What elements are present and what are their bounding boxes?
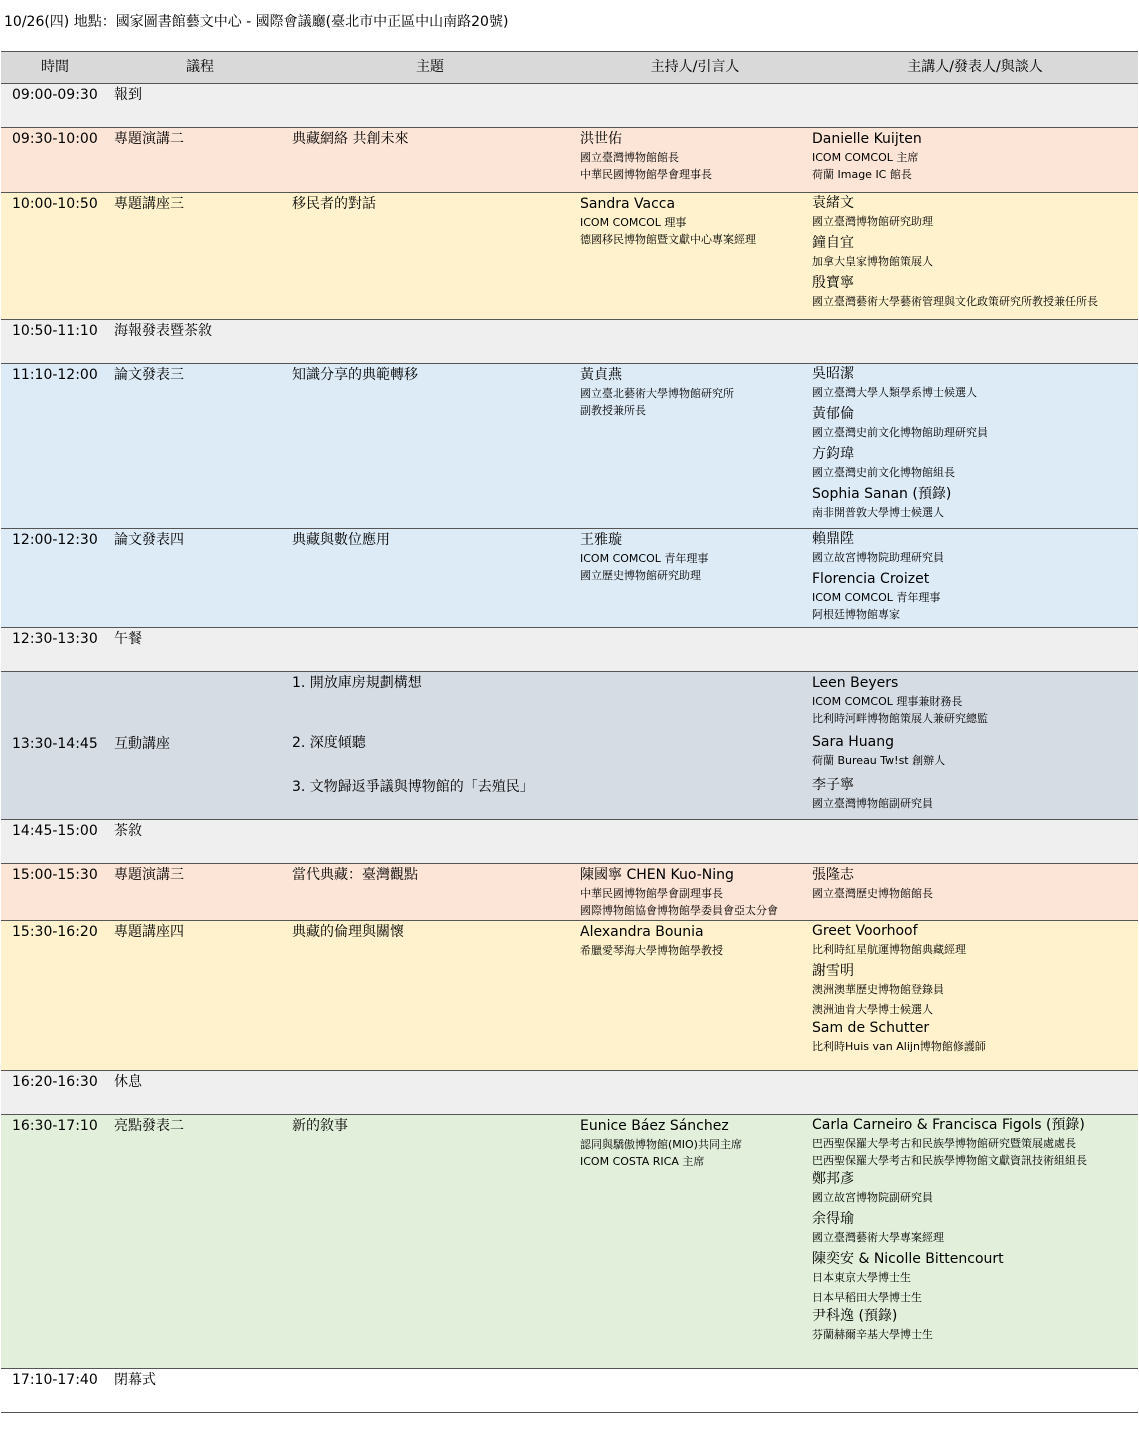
- col-host: 主持人/引言人: [650, 59, 740, 75]
- speaker-affiliation: 國立臺灣博物館副研究員: [812, 797, 933, 810]
- speaker-affiliation: 國立故宮博物院助理研究員: [812, 551, 944, 564]
- speaker-affiliation: ICOM COMCOL 青年理事: [812, 591, 941, 604]
- speaker-affiliation: 澳洲迪肯大學博士候選人: [812, 1003, 933, 1016]
- row-rest: [1, 1071, 1138, 1115]
- speaker-affiliation: 芬蘭赫爾辛基大學博士生: [812, 1328, 933, 1341]
- speaker-affiliation: 巴西聖保羅大學考古和民族學博物館研究暨策展處處長: [812, 1137, 1076, 1150]
- row-tea: [1, 820, 1138, 864]
- host-affiliation: 希臘愛琴海大學博物館學教授: [580, 944, 723, 957]
- row-panel-3: [1, 193, 1138, 320]
- speaker-name: Sara Huang: [812, 734, 894, 750]
- speaker-name: 陳奕安 & Nicolle Bittencourt: [812, 1251, 1004, 1267]
- row-time: 16:30-17:10: [12, 1118, 98, 1134]
- host-affiliation: 認同與驕傲博物館(MIO)共同主席: [580, 1138, 742, 1151]
- speaker-name: Greet Voorhoof: [812, 923, 918, 939]
- row-session: 閉幕式: [114, 1372, 156, 1388]
- host-block: [580, 530, 708, 584]
- speaker-affiliation: 國立臺灣史前文化博物館助理研究員: [812, 426, 988, 439]
- host-block: [580, 922, 723, 959]
- speaker-name: 方鈞瑋: [812, 446, 854, 462]
- speaker-affiliation: ICOM COMCOL 理事兼財務長: [812, 695, 963, 708]
- speaker-name: 尹科逸 (預錄): [812, 1308, 898, 1324]
- row-session: 休息: [114, 1074, 142, 1090]
- row-session: 專題講座四: [114, 924, 184, 940]
- host-block: [580, 129, 712, 183]
- row-closing: [1, 1369, 1138, 1413]
- row-session: 互動講座: [114, 736, 170, 752]
- row-time: 12:00-12:30: [12, 532, 98, 548]
- speaker-name: 吳昭潔: [812, 366, 854, 382]
- row-topic: 典藏的倫理與關懷: [292, 924, 404, 940]
- speaker-affiliation: 加拿大皇家博物館策展人: [812, 255, 933, 268]
- speaker-affiliation: 比利時河畔博物館策展人兼研究總監: [812, 712, 988, 725]
- row-session: 亮點發表二: [114, 1118, 184, 1134]
- row-time: 14:45-15:00: [12, 823, 98, 839]
- speaker-name: 黃郁倫: [812, 406, 854, 422]
- host-name: Sandra Vacca: [580, 196, 676, 212]
- row-time: 12:30-13:30: [12, 631, 98, 647]
- row-lunch: [1, 628, 1138, 672]
- row-topic: 知識分享的典範轉移: [292, 367, 418, 383]
- row-topic: 2. 深度傾聽: [292, 735, 366, 751]
- host-affiliation: ICOM COMCOL 青年理事: [580, 552, 709, 565]
- row-highlight-2: [1, 1115, 1138, 1369]
- host-affiliation: 德國移民博物館暨文獻中心專案經理: [580, 233, 756, 246]
- host-block: [580, 1116, 742, 1170]
- speaker-name: Florencia Croizet: [812, 571, 930, 587]
- schedule-header: 10/26(四) 地點：國家圖書館藝文中心 - 國際會議廳(臺北市中正區中山南路20號): [4, 14, 509, 30]
- speaker-affiliation: 巴西聖保羅大學考古和民族學博物館文獻資訊技術組組長: [812, 1154, 1087, 1167]
- row-session: 專題演講二: [114, 131, 184, 147]
- speaker-name: 賴鼎陞: [812, 531, 854, 547]
- row-topic: 新的敘事: [292, 1118, 348, 1134]
- row-paper-4: [1, 529, 1138, 628]
- host-name: Eunice Báez Sánchez: [580, 1118, 729, 1134]
- speaker-name: Danielle Kuijten: [812, 131, 922, 147]
- host-affiliation: ICOM COSTA RICA 主席: [580, 1155, 705, 1168]
- col-time: 時間: [41, 59, 69, 75]
- row-time: 11:10-12:00: [12, 367, 98, 383]
- row-time: 10:50-11:10: [12, 323, 98, 339]
- row-session: 午餐: [114, 631, 142, 647]
- host-affiliation: 中華民國博物館學會理事長: [580, 168, 712, 181]
- speaker-affiliation: 國立臺灣大學人類學系博士候選人: [812, 386, 977, 399]
- speaker-name: Sam de Schutter: [812, 1020, 930, 1036]
- speaker-name: 袁緒文: [812, 195, 854, 211]
- row-session: 海報發表暨茶敘: [114, 323, 212, 339]
- speaker-affiliation: 阿根廷博物館專家: [812, 608, 900, 621]
- row-time: 09:30-10:00: [12, 131, 98, 147]
- speaker-block: [812, 673, 988, 812]
- host-name: 陳國寧 CHEN Kuo-Ning: [580, 867, 734, 883]
- speaker-name: Leen Beyers: [812, 675, 899, 691]
- host-name: Alexandra Bounia: [580, 924, 704, 940]
- speaker-block: [812, 1115, 1087, 1343]
- host-name: 王雅璇: [580, 532, 622, 548]
- speaker-name: 張隆志: [812, 867, 854, 883]
- row-session: 茶敘: [114, 823, 142, 839]
- speaker-block: [812, 865, 933, 902]
- speaker-affiliation: 國立臺灣博物館研究助理: [812, 215, 933, 228]
- host-affiliation: ICOM COMCOL 理事: [580, 216, 687, 229]
- col-topic: 主題: [416, 59, 444, 75]
- speaker-affiliation: 荷蘭 Bureau Tw!st 創辦人: [812, 754, 946, 767]
- row-poster-tea: [1, 320, 1138, 364]
- speaker-affiliation: 南非開普敦大學博士候選人: [812, 506, 944, 519]
- speaker-name: 鐘自宜: [812, 235, 854, 251]
- row-time: 15:00-15:30: [12, 867, 98, 883]
- speaker-affiliation: 國立臺灣藝術大學藝術管理與文化政策研究所教授兼任所長: [812, 295, 1098, 308]
- speaker-affiliation: 國立臺灣歷史博物館館長: [812, 887, 933, 900]
- row-topic: 移民者的對話: [292, 196, 376, 212]
- speaker-affiliation: 日本早稻田大學博士生: [812, 1291, 922, 1304]
- host-affiliation: 國立臺灣博物館館長: [580, 151, 679, 164]
- speaker-affiliation: ICOM COMCOL 主席: [812, 151, 919, 164]
- host-block: [580, 865, 778, 919]
- speaker-block: [812, 129, 922, 183]
- host-name: 洪世佑: [580, 131, 622, 147]
- row-session: 專題講座三: [114, 196, 184, 212]
- row-topic: 1. 開放庫房規劃構想: [292, 675, 422, 691]
- row-topic: 3. 文物歸返爭議與博物館的「去殖民」: [292, 779, 534, 795]
- speaker-block: [812, 921, 986, 1055]
- speaker-block: [812, 364, 988, 521]
- row-time: 17:10-17:40: [12, 1372, 98, 1388]
- speaker-affiliation: 國立故宮博物院副研究員: [812, 1191, 933, 1204]
- row-session: 報到: [114, 87, 142, 103]
- speaker-name: 殷寶寧: [812, 275, 854, 291]
- row-time: 10:00-10:50: [12, 196, 98, 212]
- row-session: 論文發表四: [114, 532, 184, 548]
- speaker-affiliation: 比利時紅星航運博物館典藏經理: [812, 943, 966, 956]
- col-speakers: 主講人/發表人/與談人: [907, 59, 1043, 75]
- host-affiliation: 副教授兼所長: [580, 404, 646, 417]
- speaker-affiliation: 比利時Huis van Alijn博物館修護師: [812, 1040, 986, 1053]
- row-time: 15:30-16:20: [12, 924, 98, 940]
- host-affiliation: 國立臺北藝術大學博物館研究所: [580, 387, 734, 400]
- speaker-name: 鄭邦彥: [812, 1171, 854, 1187]
- row-session: 論文發表三: [114, 367, 184, 383]
- speaker-name: Carla Carneiro & Francisca Figols (預錄): [812, 1117, 1085, 1133]
- row-keynote-2: [1, 128, 1138, 193]
- row-topic: 當代典藏：臺灣觀點: [292, 867, 418, 883]
- speaker-affiliation: 國立臺灣史前文化博物館組長: [812, 466, 955, 479]
- host-block: [580, 365, 734, 419]
- speaker-name: 李子寧: [812, 777, 854, 793]
- row-time: 13:30-14:45: [12, 736, 98, 752]
- host-affiliation: 國立歷史博物館研究助理: [580, 569, 701, 582]
- row-topic: 典藏網絡 共創未來: [292, 131, 409, 147]
- row-panel-4: [1, 921, 1138, 1071]
- host-affiliation: 中華民國博物館學會副理事長: [580, 887, 723, 900]
- col-session: 議程: [186, 59, 214, 75]
- speaker-block: [812, 193, 1098, 310]
- host-name: 黃貞燕: [580, 367, 622, 383]
- speaker-block: [812, 529, 944, 623]
- row-time: 09:00-09:30: [12, 87, 98, 103]
- speaker-affiliation: 日本東京大學博士生: [812, 1271, 911, 1284]
- row-keynote-3: [1, 864, 1138, 921]
- speaker-name: 余得瑜: [812, 1211, 854, 1227]
- speaker-affiliation: 荷蘭 Image IC 館長: [812, 168, 912, 181]
- row-paper-3: [1, 364, 1138, 529]
- speaker-affiliation: 國立臺灣藝術大學專案經理: [812, 1231, 944, 1244]
- host-affiliation: 國際博物館協會博物館學委員會亞太分會: [580, 904, 778, 917]
- row-session: 專題演講三: [114, 867, 184, 883]
- speaker-name: Sophia Sanan (預錄): [812, 486, 952, 502]
- row-checkin: [1, 84, 1138, 128]
- speaker-name: 謝雪明: [812, 963, 854, 979]
- row-time: 16:20-16:30: [12, 1074, 98, 1090]
- host-block: [580, 194, 756, 248]
- speaker-affiliation: 澳洲澳華歷史博物館登錄員: [812, 983, 944, 996]
- row-topic: 典藏與數位應用: [292, 532, 390, 548]
- row-workshop: [1, 672, 1138, 820]
